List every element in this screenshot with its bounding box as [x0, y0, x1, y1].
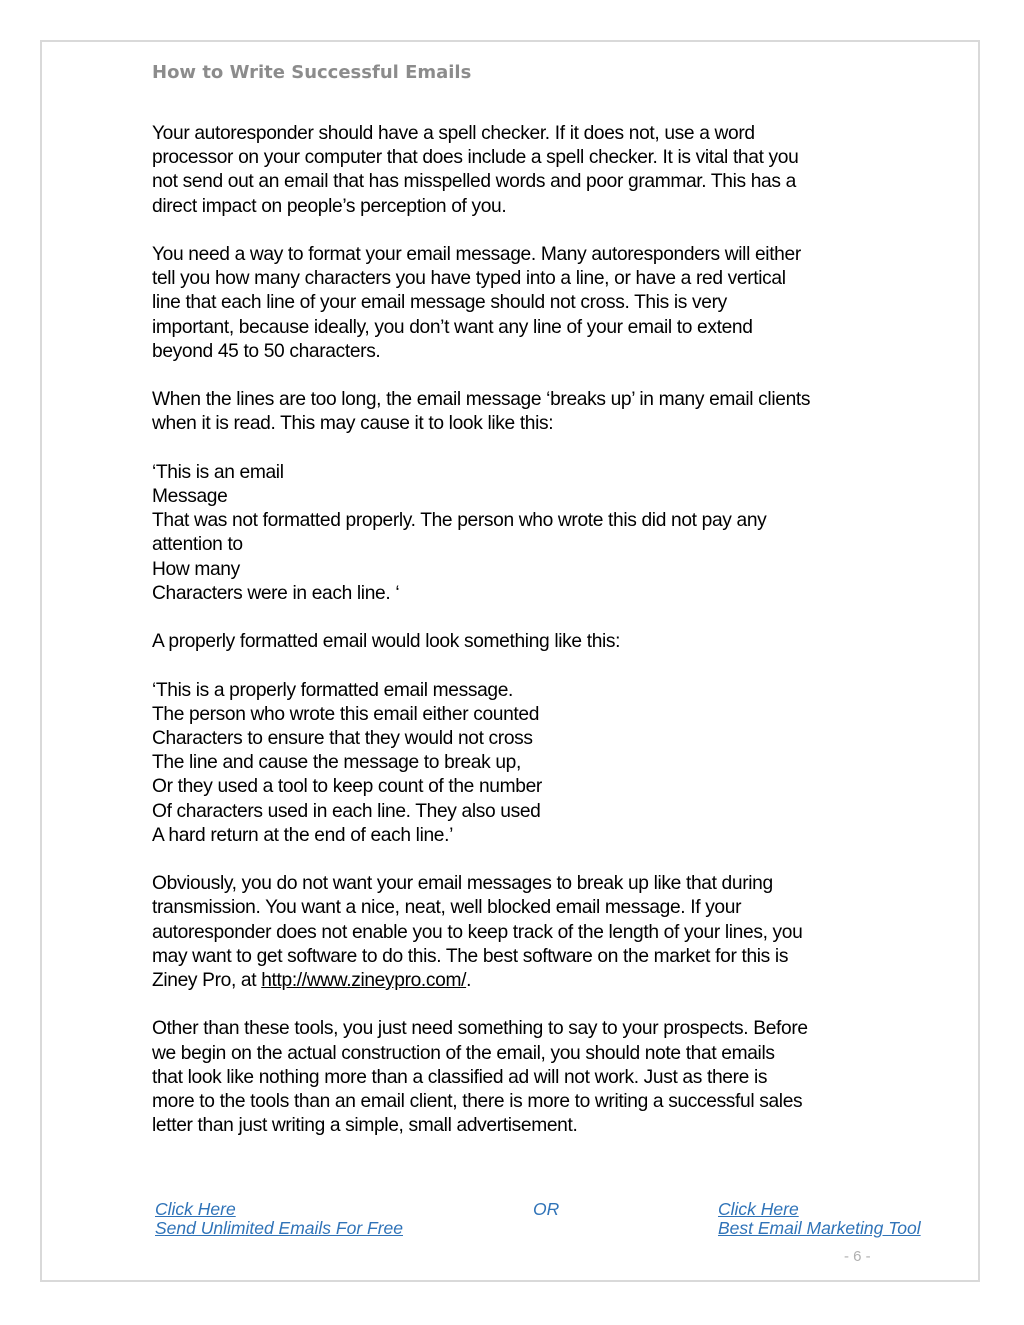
- page-header-title: How to Write Successful Emails: [152, 62, 472, 83]
- footer-link-send-free-emails[interactable]: [155, 1200, 403, 1238]
- text-line: tell you how many characters you have typed into a line, or have a red vertical: [152, 268, 786, 290]
- text-line: may want to get software to do this. The best software on the market for this is: [152, 945, 789, 967]
- zineypro-link[interactable]: http://www.zineypro.com/: [261, 970, 467, 992]
- paragraph-2: [152, 243, 892, 364]
- footer-link-line: Click Here: [155, 1199, 236, 1219]
- text-line: Other than these tools, you just need something to say to your prospects. Before: [152, 1018, 808, 1040]
- text-line: not send out an email that has misspelled words and poor grammar. This has a: [152, 171, 796, 193]
- footer-link-line: Best Email Marketing Tool: [718, 1218, 921, 1238]
- good-email-example: [152, 679, 892, 848]
- text-line: Of characters used in each line. They also used: [152, 800, 541, 822]
- text-line: processor on your computer that does include a spell checker. It is vital that you: [152, 147, 799, 169]
- text-line: beyond 45 to 50 characters.: [152, 340, 381, 362]
- text-line: The person who wrote this email either counted: [152, 703, 540, 725]
- text-line: ‘This is an email: [152, 461, 284, 483]
- footer-link-line: Send Unlimited Emails For Free: [155, 1218, 403, 1238]
- bad-email-example: [152, 461, 892, 606]
- body-text: [152, 122, 892, 1163]
- text-line: A hard return at the end of each line.’: [152, 824, 454, 846]
- text-line: we begin on the actual construction of the email, you should note that emails: [152, 1042, 775, 1064]
- footer-link-line: Click Here: [718, 1199, 799, 1219]
- text-line: transmission. You want a nice, neat, well blocked email message. If your: [152, 897, 742, 919]
- paragraph-1: [152, 122, 892, 219]
- text-line: letter than just writing a simple, small advertisement.: [152, 1115, 578, 1137]
- text-line: that look like nothing more than a classified ad will not work. Just as there is: [152, 1066, 768, 1088]
- paragraph-3: [152, 388, 892, 436]
- text-line: Ziney Pro, at: [152, 970, 262, 992]
- text-line: That was not formatted properly. The person who wrote this did not pay any: [152, 510, 767, 532]
- text-line: Obviously, you do not want your email messages to break up like that during: [152, 873, 773, 895]
- paragraph-with-link: [152, 872, 892, 993]
- text-line: important, because ideally, you don’t want any line of your email to extend: [152, 316, 753, 338]
- text-line: Message: [152, 486, 228, 507]
- text-line: Characters to ensure that they would not cross: [152, 728, 533, 749]
- page-number: - 6 -: [844, 1248, 871, 1265]
- text-line: more to the tools than an email client, there is more to writing a successful sales: [152, 1091, 803, 1113]
- footer-link-best-email-tool[interactable]: [718, 1200, 921, 1238]
- text-line: Characters were in each line. ‘: [152, 582, 400, 604]
- text-line: direct impact on people’s perception of you.: [152, 195, 507, 217]
- text-line: How many: [152, 558, 240, 580]
- text-line: ‘This is a properly formatted email message.: [152, 679, 514, 701]
- text-line: Your autoresponder should have a spell checker. If it does not, use a word: [152, 123, 755, 144]
- text-line: When the lines are too long, the email message ‘breaks up’ in many email clients: [152, 389, 811, 411]
- paragraph-4: [152, 630, 892, 654]
- text-line: Or they used a tool to keep count of the number: [152, 776, 542, 798]
- text-line: attention to: [152, 534, 243, 556]
- footer-or-text: OR: [533, 1199, 560, 1219]
- text-punctuation: .: [466, 970, 472, 992]
- text-line: autoresponder does not enable you to keep track of the length of your lines, you: [152, 921, 803, 943]
- closing-paragraph: [152, 1017, 892, 1138]
- text-line: You need a way to format your email message. Many autoresponders will either: [152, 244, 801, 265]
- text-line: A properly formatted email would look something like this:: [152, 631, 621, 653]
- text-line: line that each line of your email message should not cross. This is very: [152, 292, 727, 314]
- text-line: when it is read. This may cause it to look like this:: [152, 413, 554, 435]
- text-line: The line and cause the message to break up,: [152, 752, 521, 774]
- document-page: [40, 40, 980, 1282]
